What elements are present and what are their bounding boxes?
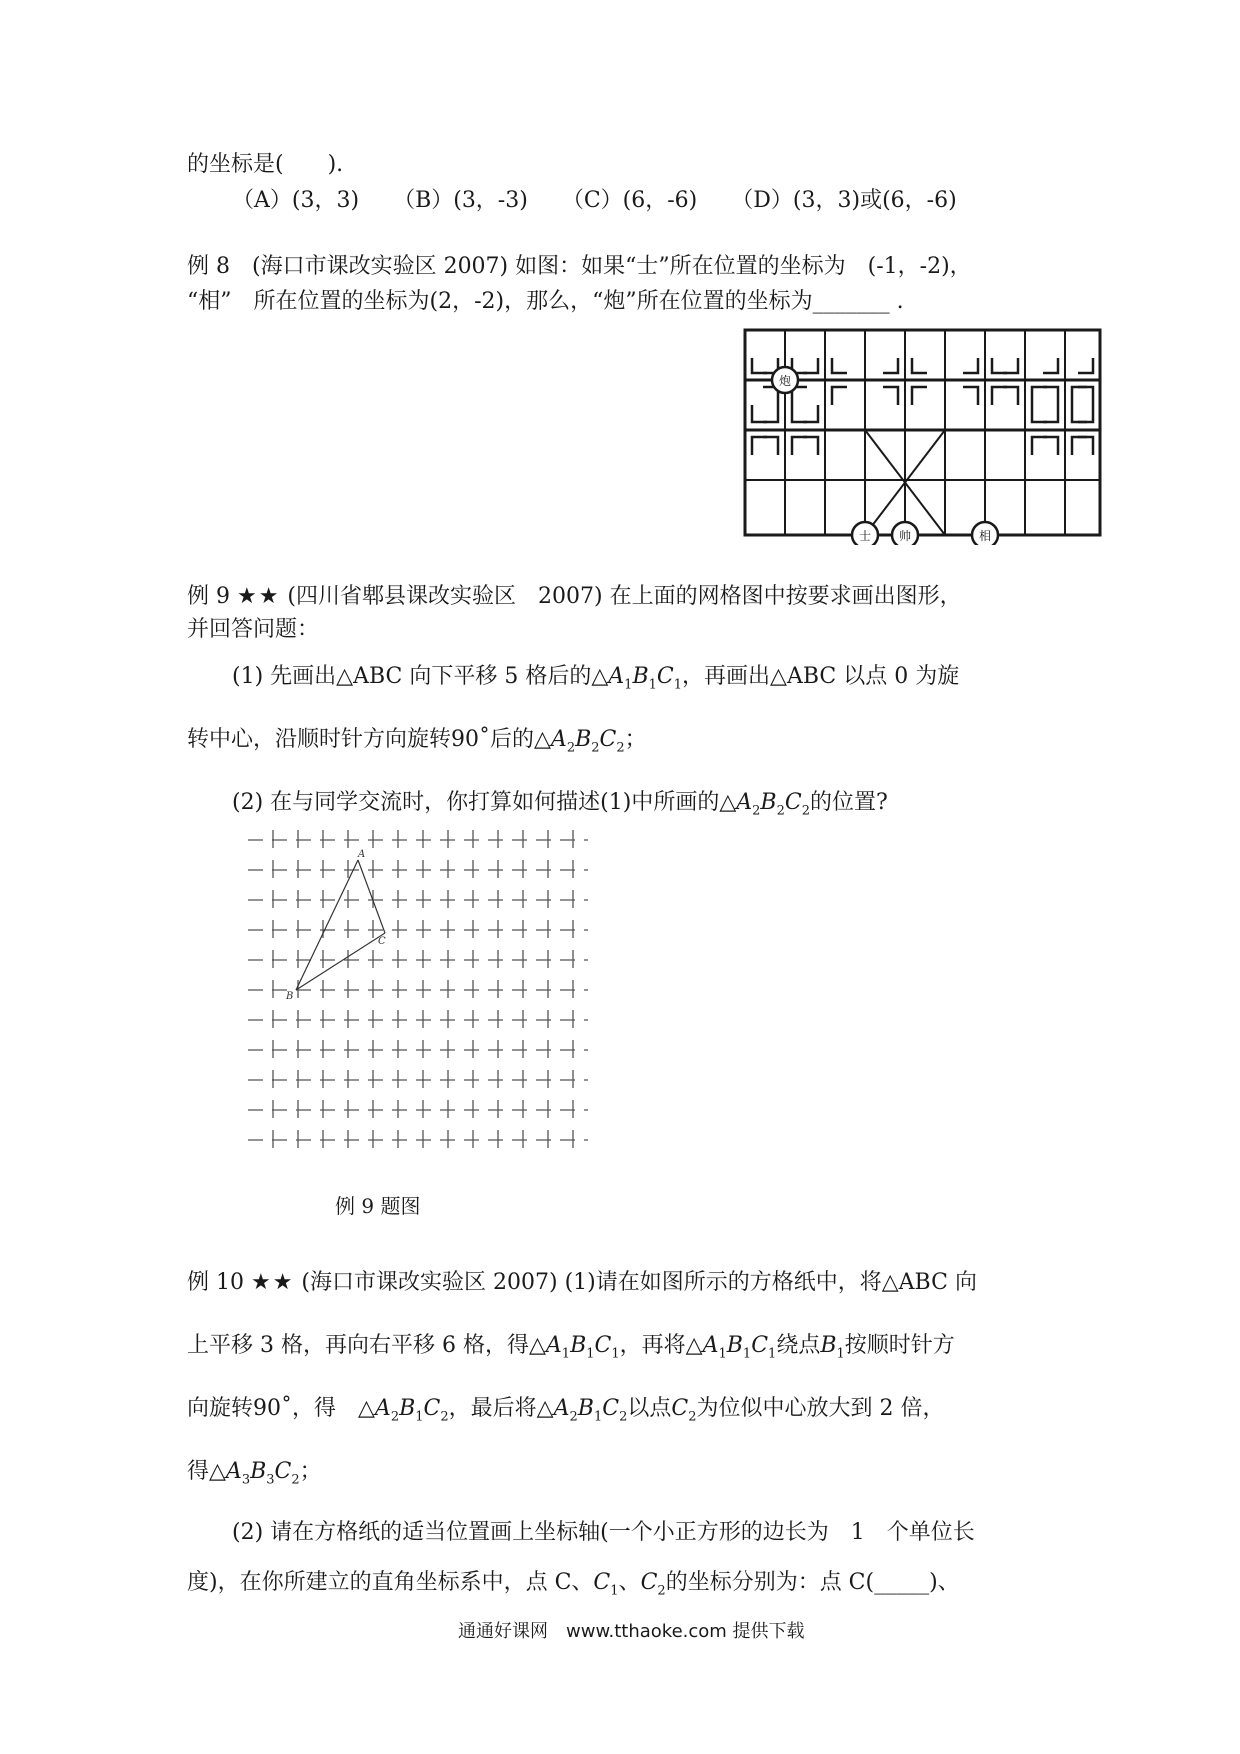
ex9-part2 (232, 788, 888, 826)
text: (海口市课改实验区 2007) (1)请在如图所示的方格纸中，将△ABC 向 (294, 1270, 977, 1295)
q7-tail-text: 的坐标是( ). (187, 152, 344, 177)
text: 的坐标分别为：点 C(_____)、 (665, 1570, 960, 1595)
piece-shi (852, 522, 878, 545)
ex10-label: 例 10 (187, 1270, 251, 1295)
text: 度)，在你所建立的直角坐标系中，点 C、 (187, 1570, 594, 1595)
text: ，最后将△ (448, 1396, 554, 1421)
vertex-a-label: A (358, 849, 366, 860)
triangle-a2b1c2: $A_2B_1C_2$ (374, 1396, 449, 1425)
svg-text:士: 士 (858, 529, 872, 543)
text: 上平移 3 格，再向右平移 6 格，得△ (187, 1333, 546, 1358)
point-c2: $C_2$ (671, 1396, 697, 1425)
triangle-a2b2c2: $A_2B_2C_2$ (736, 790, 810, 819)
point-c1: $C_1$ (593, 1570, 619, 1599)
triangle-a1b1c1: $A_1B_1C_1$ (545, 1333, 620, 1362)
text: ； (624, 727, 647, 752)
ex9-label: 例 9 (187, 584, 237, 609)
difficulty-stars: ★★ (250, 1270, 295, 1295)
difficulty-stars: ★★ (236, 584, 281, 609)
piece-shuai (892, 522, 918, 545)
point-b1: $B_1$ (820, 1333, 845, 1362)
text: (2) 在与同学交流时，你打算如何描述(1)中所画的△ (232, 790, 737, 815)
vertex-b-label: B (286, 991, 294, 1002)
text: 转中心，沿顺时针方向旋转90˚后的△ (187, 727, 551, 752)
svg-text:炮: 炮 (778, 374, 792, 388)
ex10-line3 (187, 1394, 944, 1432)
ex9-grid-figure (248, 830, 593, 1170)
choice-b: （B）(3，-3) (393, 188, 528, 213)
text: 得△ (187, 1459, 226, 1484)
ex9-line1 (187, 582, 962, 612)
text: ，再将△ (619, 1333, 703, 1358)
triangle-a3b3c2: $A_3B_3C_2$ (225, 1459, 300, 1488)
ex10-line2 (187, 1331, 955, 1369)
choice-d: （D）(3，3)或(6，-6) (731, 188, 957, 213)
triangle-a1b1c1: $A_1B_1C_1$ (702, 1333, 777, 1362)
q7-choices (232, 186, 991, 216)
ex9-line2: 并回答问题： (187, 617, 320, 642)
choice-c: （C）(6，-6) (561, 188, 698, 213)
ex10-line4 (187, 1457, 322, 1495)
ex9-figure-caption: 例 9 题图 (335, 1194, 421, 1218)
text: (1) 先画出△ABC 向下平移 5 格后的△ (232, 664, 609, 689)
triangle-abc (296, 860, 385, 990)
text: 绕点 (776, 1333, 821, 1358)
text: 、 (618, 1570, 641, 1595)
page-footer: 通通好课网 www.tthaoke.com 提供下载 (458, 1621, 805, 1642)
text: 向旋转90˚，得 △ (187, 1396, 375, 1421)
piece-pao (772, 367, 798, 393)
text: 按顺时针方 (844, 1333, 955, 1358)
text: 以点 (627, 1396, 672, 1421)
svg-text:相: 相 (978, 529, 992, 543)
ex9-part1-line2 (187, 725, 647, 763)
svg-text:帅: 帅 (898, 529, 912, 543)
ex9-part1-line1 (232, 662, 959, 700)
triangle-a2b2c2: $A_2B_2C_2$ (550, 727, 625, 756)
ex10-part2-line2 (187, 1568, 960, 1606)
chess-board-figure (740, 325, 1110, 545)
piece-xiang (972, 522, 998, 545)
text: ； (299, 1459, 322, 1484)
text: 为位似中心放大到 2 倍， (696, 1396, 945, 1421)
ex10-line1 (187, 1268, 977, 1298)
point-c2: $C_2$ (640, 1570, 666, 1599)
text: ，再画出△ABC 以点 0 为旋 (682, 664, 960, 689)
triangle-a2b1c2: $A_2B_1C_2$ (553, 1396, 628, 1425)
ex10-part2-line1: (2) 请在方格纸的适当位置画上坐标轴(一个小正方形的边长为 1 个单位长 (232, 1520, 975, 1545)
vertex-c-label: C (378, 936, 386, 947)
triangle-a1b1c1: $A_1B_1C_1$ (608, 664, 683, 693)
choice-a: （A）(3，3) (232, 188, 360, 213)
ex8-line1: 例 8 (海口市课改实验区 2007) 如图：如果“士”所在位置的坐标为 (-1，-2)， (187, 254, 972, 279)
ex9-source: (四川省郫县课改实验区 2007) 在上面的网格图中按要求画出图形， (280, 584, 962, 609)
ex8-line2: “相” 所在位置的坐标为(2，-2)，那么，“炮”所在位置的坐标为_______ . (187, 289, 904, 314)
text: 的位置? (810, 790, 888, 815)
